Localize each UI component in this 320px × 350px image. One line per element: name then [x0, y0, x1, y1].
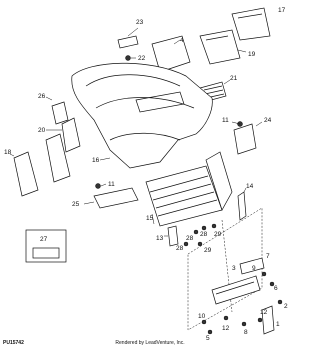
callout-13: 13	[156, 235, 164, 242]
callout-11-lower: 11	[108, 181, 115, 188]
callout-10: 10	[198, 313, 206, 320]
part-13-bracket	[164, 226, 178, 246]
callout-3: 3	[232, 265, 236, 272]
part-11-screw-lower	[96, 184, 107, 189]
callout-28-c: 28	[176, 245, 184, 252]
callout-4: 4	[180, 37, 184, 44]
callout-2: 2	[284, 303, 288, 310]
part-23-bracket	[118, 28, 138, 48]
part-27-decal-box	[26, 230, 66, 262]
callout-1: 1	[276, 321, 280, 328]
callout-26: 26	[38, 93, 46, 100]
callout-5: 5	[206, 335, 210, 342]
callout-16: 16	[92, 157, 100, 164]
callout-9: 9	[252, 265, 256, 272]
callout-12-b: 12	[260, 309, 268, 316]
part-8-screw	[242, 322, 246, 326]
callout-15: 15	[146, 215, 154, 222]
part-15-front-grille	[146, 152, 232, 226]
callout-8: 8	[244, 329, 248, 336]
callout-7: 7	[266, 253, 270, 260]
part-16-hood	[72, 63, 213, 168]
part-26-bracket	[46, 97, 68, 124]
callout-17: 17	[278, 7, 286, 14]
callout-29-a: 29	[214, 231, 222, 238]
part-25-light-lens	[84, 188, 138, 208]
part-11-screw-upper	[232, 122, 243, 127]
part-24-headlight-bracket	[234, 122, 262, 154]
callout-23: 23	[136, 19, 144, 26]
callout-12-a: 12	[222, 325, 230, 332]
callout-22: 22	[138, 55, 146, 62]
part-9-bolt	[262, 272, 266, 276]
callout-14: 14	[246, 183, 254, 190]
render-credit: Rendered by LeadVenture, Inc.	[115, 340, 185, 346]
part-14-hinge	[238, 188, 246, 220]
part-3-bumper	[212, 276, 260, 304]
callout-11-upper: 11	[222, 117, 229, 124]
part-18-lower-panel	[10, 152, 38, 196]
callout-28-a: 28	[186, 235, 194, 242]
callout-24: 24	[264, 117, 272, 124]
part-22-screw	[126, 56, 137, 61]
callout-20: 20	[38, 127, 46, 134]
part-2-plate	[278, 300, 282, 304]
part-10-bolt	[202, 320, 206, 324]
part-5-spacer	[208, 330, 212, 334]
callout-28-b: 28	[200, 231, 208, 238]
figure-code: PU15742	[3, 340, 24, 346]
callout-19: 19	[248, 51, 256, 58]
callout-21: 21	[230, 75, 238, 82]
callout-27: 27	[40, 236, 48, 243]
part-17-upper-cover	[232, 8, 270, 40]
callout-29-b: 29	[204, 247, 212, 254]
part-12-nut	[224, 316, 262, 322]
callout-25: 25	[72, 201, 80, 208]
callout-6: 6	[274, 285, 278, 292]
callout-18: 18	[4, 149, 12, 156]
